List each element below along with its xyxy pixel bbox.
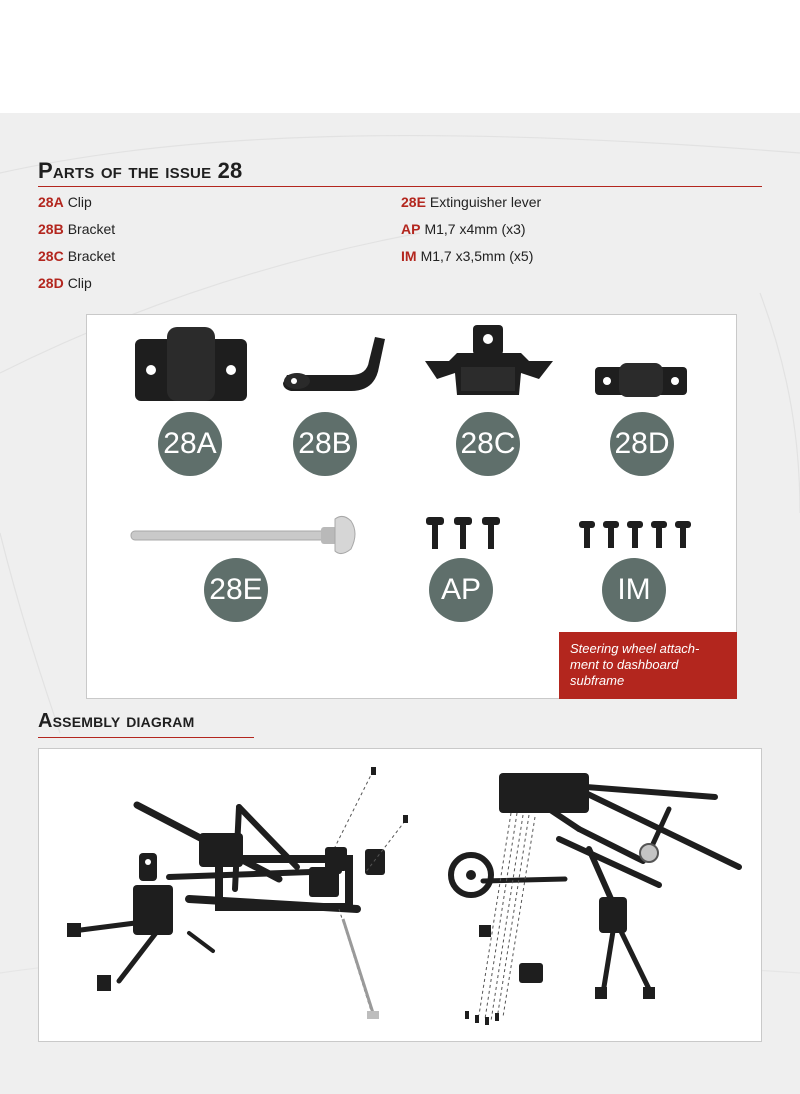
badge-28d: 28D [610,412,674,476]
parts-list-left [38,189,115,297]
left-lever-rod [343,919,373,1013]
badge-im: IM [602,558,666,622]
screws-ap-image [423,515,503,553]
parts-list-right [401,189,541,270]
badge-28b: 28B [293,412,357,476]
caption-box [559,632,737,699]
part-item-28a: 28A Clip [38,194,92,210]
clip-28a-image [133,325,249,407]
caption-line-1: Steering wheel attach- [570,641,700,656]
badge-ap: AP [429,558,493,622]
clip-28d-image [593,363,689,397]
left-lever-tip [367,1011,379,1019]
parts-title-underline [38,186,762,187]
assembly-diagram-image [39,749,761,1041]
left-subframe-blocks [67,833,385,991]
bracket-28c-image [421,323,557,401]
parts-section-title: Parts of the issue 28 [38,158,243,183]
badge-28a: 28A [158,412,222,476]
assembly-section-title: Assembly diagram [38,710,195,732]
screws-im-image [577,519,697,553]
lever-28e-image [129,511,363,557]
bracket-28b-image [281,333,389,399]
caption-line-3: subframe [570,673,625,688]
assembly-title-underline [38,737,254,738]
part-item-im: IM M1,7 x3,5mm (x5) [401,248,534,264]
right-screws [465,1011,499,1025]
part-item-ap: AP M1,7 x4mm (x3) [401,221,526,237]
part-item-28b: 28B Bracket [38,221,116,237]
part-item-28c: 28C Bracket [38,248,116,264]
caption-line-2: ment to dashboard [570,657,679,672]
badge-28e: 28E [204,558,268,622]
right-assembly-guides [479,813,535,1021]
part-item-28e: 28E Extinguisher lever [401,194,542,210]
left-screws [371,767,408,823]
part-item-28d: 28D Clip [38,275,92,291]
top-blank-band [0,0,800,113]
assembly-diagram-panel [38,748,762,1042]
badge-28c: 28C [456,412,520,476]
